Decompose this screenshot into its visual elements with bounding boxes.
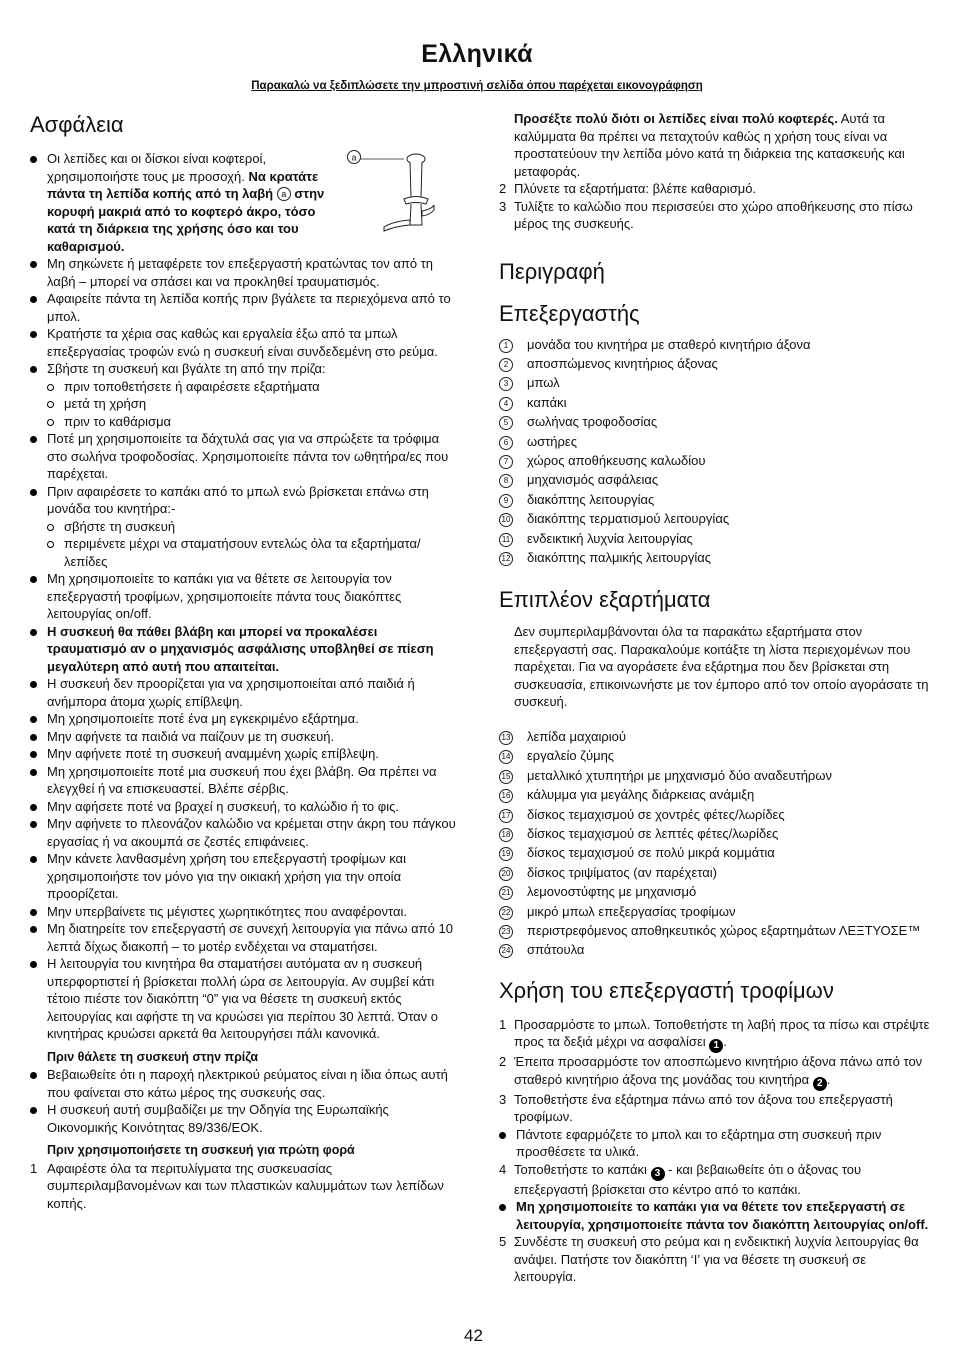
usage-heading: Χρήση του επεξεργαστή τροφίμων	[499, 977, 834, 1003]
part-item	[499, 509, 931, 528]
safety-subitem: περιμένετε μέχρι να σταματήσουν εντελώς όλα τα εξαρτήματα/λεπίδες	[47, 535, 460, 570]
part-item	[499, 727, 931, 746]
safety-bullet: Η συσκευή θα πάθει βλάβη και μπορεί να προκαλέσει τραυματισμό αν ο μηχανισμός ασφάλισης υποβληθεί σε πίεση μεγαλύτερη από αυτή που απαιτείται.	[30, 623, 460, 676]
part-number: 12	[499, 552, 513, 566]
part-label: δίσκος τεμαχισμού σε λεπτές φέτες/λωρίδες	[527, 825, 779, 841]
usage-step: 1 Προσαρμόστε το μπωλ. Τοποθετήστε τη λαβή προς τα πίσω και στρέψτε προς τα δεξιά μέχρι να ασφαλίσει 1 .	[499, 1016, 930, 1052]
part-item	[499, 373, 931, 392]
part-number: 11	[499, 533, 513, 547]
part-number: 17	[499, 809, 513, 823]
page-number: 42	[464, 1326, 483, 1345]
part-label: σωλήνας τροφοδοσίας	[527, 414, 658, 430]
blade-ref-a: a	[277, 187, 291, 201]
page-subtitle: Παρακαλώ να ξεδιπλώσετε την μπροστινή σελίδα όπου παρέχεται εικονογράφηση	[251, 80, 703, 92]
part-number: 1	[499, 339, 513, 353]
figure-ref-1: 1	[709, 1039, 723, 1053]
part-item	[499, 921, 931, 940]
part-label: μονάδα του κινητήρα με σταθερό κινητήριο άξονα	[527, 336, 811, 352]
safety-bullet: Οι λεπίδες και οι δίσκοι είναι κοφτεροί, χρησιμοποιήστε τους με προσοχή. Να κρατάτε πάντα τη λεπίδα κοπής από τη λαβή a στην κορυφή μακριά από το κοφτερό άκρο, τόσο κατά τη διάρκεια της χρήσης όσο και του καθαρισμού.	[30, 150, 343, 255]
blade-label: a	[351, 152, 357, 163]
safety-bullet: Μη χρησιμοποιείτε ποτέ ένα μη εγκεκριμένο εξάρτημα.	[30, 710, 460, 728]
part-item	[499, 843, 931, 862]
usage-bullet: Πάντοτε εφαρμόζετε το μπολ και το εξάρτημα στη συσκευή πριν προσθέσετε τα υλικά.	[499, 1126, 931, 1161]
part-label: δίσκος τεμαχισμού σε πολύ μικρά κομμάτια	[527, 845, 775, 861]
part-item	[499, 412, 931, 431]
safety-bullet: Μη σηκώνετε ή μεταφέρετε τον επεξεργαστή κρατώντας τον από τη λαβή – μπορεί να σπάσει και να προκληθεί τραυματισμός.	[30, 255, 460, 290]
safety-bullet: Μη χρησιμοποιείτε ποτέ μια συσκευή που έχει βλάβη. Θα πρέπει να ελεγχθεί ή να επισκευαστεί. Βλέπε σέρβις.	[30, 763, 460, 798]
part-item	[499, 766, 931, 785]
part-item	[499, 746, 931, 765]
part-item	[499, 432, 931, 451]
part-item	[499, 863, 931, 882]
part-label: ενδεικτική λυχνία λειτουργίας	[527, 530, 693, 546]
part-item	[499, 335, 931, 354]
extras-intro: Δεν συμπεριλαμβάνονται όλα τα παρακάτω εξαρτήματα στον επεξεργαστή σας. Παρακαλούμε κοιτάξτε τη λίστα περιεχομένων που παρέχεται. Για να αγοράσετε ένα εξάρτημα που δεν βρίσκεται στη συσκευασία, επικοινωνήστε με τον έμπορο από τον οποίο αγοράσατε τη συσκευή.	[514, 624, 929, 710]
extras-list	[499, 727, 931, 960]
safety-bullet: Η λειτουργία του κινητήρα θα σταματήσει αυτόματα αν η συσκευή υπερφορτιστεί ή βρίσκεται πολλή ώρα σε λειτουργία. Αν συμβεί κάτι τέτοιο πιέστε τον διακόπτη “0” για να θέσετε τη συσκευή εκτός λειτουργίας και αφήστε τη να κρυώσει για περίπου 30 λεπτά. Όταν ο κινητήρας κρυώσει αρκετά θα λειτουργήσει πάλι κανονικά.	[30, 955, 460, 1043]
part-label: καπάκι	[527, 394, 567, 410]
part-number: 8	[499, 474, 513, 488]
first-use-step-continued: Προσέξτε πολύ διότι οι λεπίδες είναι πολύ κοφτερές. Αυτά τα καλύμματα θα πρέπει να πεταχτούν καθώς η χρήση τους είναι να προστατεύουν την λεπίδα μόνο κατά τη διάρκεια της κατασκευής και μεταφοράς.	[514, 111, 905, 179]
part-label: αποσπώμενος κινητήριος άξονας	[527, 355, 718, 371]
part-item	[499, 882, 931, 901]
page-title: Ελληνικά	[421, 40, 533, 68]
parts-list	[499, 335, 931, 568]
part-number: 15	[499, 770, 513, 784]
safety-subitem: πριν το καθάρισμα	[47, 413, 460, 431]
part-number: 6	[499, 436, 513, 450]
part-number: 9	[499, 494, 513, 508]
part-number: 2	[499, 358, 513, 372]
safety-subitem: σβήστε τη συσκευή	[47, 518, 460, 536]
part-number: 21	[499, 886, 513, 900]
usage-step: 2 Έπειτα προσαρμόστε τον αποσπώμενο κινητήριο άξονα πάνω από τον σταθερό κινητήριο άξονα της μονάδας του κινητήρα 2 .	[499, 1054, 923, 1089]
part-number: 5	[499, 416, 513, 430]
safety-heading: Ασφάλεια	[30, 112, 124, 137]
figure-ref-3: 3	[651, 1167, 665, 1181]
part-number: 16	[499, 789, 513, 803]
part-item	[499, 490, 931, 509]
safety-subitem: πριν τοποθετήσετε ή αφαιρέσετε εξαρτήματα	[47, 378, 460, 396]
part-label: διακόπτης παλμικής λειτουργίας	[527, 549, 712, 565]
extras-heading: Επιπλέον εξαρτήματα	[499, 587, 711, 613]
safety-bullet: Μην αφήνετε το πλεονάζον καλώδιο να κρέμεται στην άκρη του πάγκου εργασίας ή να ακουμπά σε ζεστές επιφάνειες.	[30, 815, 460, 850]
part-number: 4	[499, 397, 513, 411]
first-use-step: 2 Πλύνετε τα εξαρτήματα: βλέπε καθαρισμό.	[499, 181, 757, 196]
usage-bullet: Μη χρησιμοποιείτε το καπάκι για να θέτετε τον επεξεργαστή σε λειτουργία, χρησιμοποιείτε πάντα τον διακόπτη λειτουργίας on/off.	[499, 1198, 931, 1233]
plug-heading: Πριν θάλετε τη συσκευή στην πρίζα	[47, 1049, 259, 1064]
left-column	[30, 112, 460, 1212]
part-number: 13	[499, 731, 513, 745]
right-column	[499, 110, 931, 1286]
safety-bullet: Μην υπερβαίνετε τις μέγιστες χωρητικότητες που αναφέρονται.	[30, 903, 460, 921]
usage-step: 4 Τοποθετήστε το καπάκι 3 - και βεβαιωθείτε ότι ο άξονας του επεξεργαστή βρίσκεται στο κέντρο από το καπάκι.	[499, 1161, 862, 1197]
part-label: μεταλλικό χτυπητήρι με μηχανισμό δύο αναδευτήρων	[527, 767, 832, 783]
first-use-heading: Πριν χρησιμοποιήσετε τη συσκευή για πρώτη φορά	[47, 1143, 355, 1157]
part-item	[499, 354, 931, 373]
safety-bullet: Μην κάνετε λανθασμένη χρήση του επεξεργαστή τροφίμων και χρησιμοποιήστε τον μόνο για την οικιακή χρήση για την οποία προορίζεται.	[30, 850, 460, 903]
part-item	[499, 940, 931, 959]
part-number: 23	[499, 925, 513, 939]
description-heading: Περιγραφή	[499, 258, 605, 284]
part-label: κάλυμμα για μεγάλης διάρκειας ανάμιξη	[527, 787, 755, 803]
part-number: 20	[499, 867, 513, 881]
part-item	[499, 785, 931, 804]
plug-bullet: Η συσκευή αυτή συμβαδίζει με την Οδηγία της Ευρωπαϊκής Οικονομικής Κοινότητας 89/336/ΕΟΚ.	[30, 1101, 460, 1136]
part-label: περιστρεφόμενος αποθηκευτικός χώρος εξαρτημάτων ΛΕΞΤΥΟΣΕ™	[527, 922, 921, 938]
part-label: δίσκος τριψίματος (αν παρέχεται)	[527, 864, 717, 880]
safety-bullet: Μη χρησιμοποιείτε το καπάκι για να θέτετε σε λειτουργία τον επεξεργαστή τροφίμων, χρησιμοποιείτε πάντα τους διακόπτες λειτουργίας on/off.	[30, 570, 460, 623]
usage-step: 3 Τοποθετήστε ένα εξάρτημα πάνω από τον άξονα του επεξεργαστή τροφίμων.	[499, 1091, 893, 1125]
part-item	[499, 470, 931, 489]
part-number: 18	[499, 828, 513, 842]
part-label: σπάτουλα	[527, 942, 585, 958]
part-label: χώρος αποθήκευσης καλωδίου	[527, 452, 706, 468]
part-label: δίσκος τεμαχισμού σε χοντρές φέτες/λωρίδες	[527, 806, 785, 822]
safety-bullet: Κρατήστε τα χέρια σας καθώς και εργαλεία έξω από τα μπωλ επεξεργασίας τροφών ενώ η συσκευή είναι συνδεδεμένη στο ρεύμα.	[30, 325, 460, 360]
part-label: μικρό μπωλ επεξεργασίας τροφίμων	[527, 903, 736, 919]
part-item	[499, 824, 931, 843]
part-number: 22	[499, 906, 513, 920]
part-label: διακόπτης τερματισμού λειτουργίας	[527, 511, 730, 527]
plug-bullet: Βεβαιωθείτε ότι η παροχή ηλεκτρικού ρεύματος είναι η ίδια όπως αυτή που φαίνεται στο κάτω μέρος της συσκευής σας.	[30, 1066, 460, 1101]
safety-bullet: Μη διατηρείτε τον επεξεργαστή σε συνεχή λειτουργία για πάνω από 10 λεπτά δίχως διακοπή – το μοτέρ ενδέχεται να σταματήσει.	[30, 920, 460, 955]
part-label: μηχανισμός ασφάλειας	[527, 472, 659, 488]
part-number: 14	[499, 750, 513, 764]
part-number: 7	[499, 455, 513, 469]
part-number: 19	[499, 847, 513, 861]
part-item	[499, 902, 931, 921]
first-use-step: 1 Αφαιρέστε όλα τα περιτυλίγματα της συσκευασίας συμπεριλαμβανομένων και των πλαστικών καλυμμάτων των λεπίδων κοπής.	[30, 1160, 444, 1211]
figure-ref-2: 2	[813, 1077, 827, 1091]
safety-bullet: Σβήστε τη συσκευή και βγάλτε τη από την πρίζα:	[30, 360, 460, 378]
part-number: 24	[499, 944, 513, 958]
safety-bullet: Ποτέ μη χρησιμοποιείτε τα δάχτυλά σας για να σπρώξετε τα τρόφιμα στο σωλήνα τροφοδοσίας. Χρησιμοποιείτε πάντα τον ωθητήρα/ες που παρέχεται.	[30, 430, 460, 483]
part-number: 3	[499, 377, 513, 391]
part-label: εργαλείο ζύμης	[527, 748, 615, 764]
part-item	[499, 529, 931, 548]
safety-subitem: μετά τη χρήση	[47, 395, 460, 413]
part-item	[499, 548, 931, 567]
safety-bullet: Η συσκευή δεν προορίζεται για να χρησιμοποιείται από παιδιά ή ανήμπορα άτομα χωρίς επίβλεψη.	[30, 675, 460, 710]
part-label: ωστήρες	[527, 433, 577, 449]
part-label: λεπίδα μαχαιριού	[527, 728, 627, 744]
part-item	[499, 451, 931, 470]
part-label: λεμονοστύφτης με μηχανισμό	[527, 884, 697, 900]
safety-bullet: Αφαιρείτε πάντα τη λεπίδα κοπής πριν βγάλετε τα περιεχόμενα από το μπολ.	[30, 290, 460, 325]
part-label: μπωλ	[527, 375, 560, 391]
safety-bullet: Μην αφήσετε ποτέ να βραχεί η συσκευή, το καλώδιο ή το φις.	[30, 798, 460, 816]
usage-step: 5 Συνδέστε τη συσκευή στο ρεύμα και η ενδεικτική λυχνία λειτουργίας θα ανάψει. Πατήστε τον διακόπτη ‘I’ για να θέσετε τη συσκευή σε λειτουργία.	[499, 1234, 919, 1285]
first-use-step: 3 Τυλίξτε το καλώδιο που περισσεύει στο χώρο αποθήκευσης στο πίσω μέρος της συσκευής.	[499, 198, 913, 231]
part-label: διακόπτης λειτουργίας	[527, 491, 655, 507]
safety-bullet: Μην αφήνετε ποτέ τη συσκευή αναμμένη χωρίς επίβλεψη.	[30, 745, 460, 763]
safety-bullet: Μην αφήνετε τα παιδιά να παίζουν με τη συσκευή.	[30, 728, 460, 746]
processor-heading: Επεξεργαστής	[499, 300, 640, 326]
part-item	[499, 805, 931, 824]
part-item	[499, 393, 931, 412]
safety-bullet: Πριν αφαιρέσετε το καπάκι από το μπωλ ενώ βρίσκεται επάνω στη μονάδα του κινητήρα:-	[30, 483, 460, 518]
part-number: 10	[499, 513, 513, 527]
